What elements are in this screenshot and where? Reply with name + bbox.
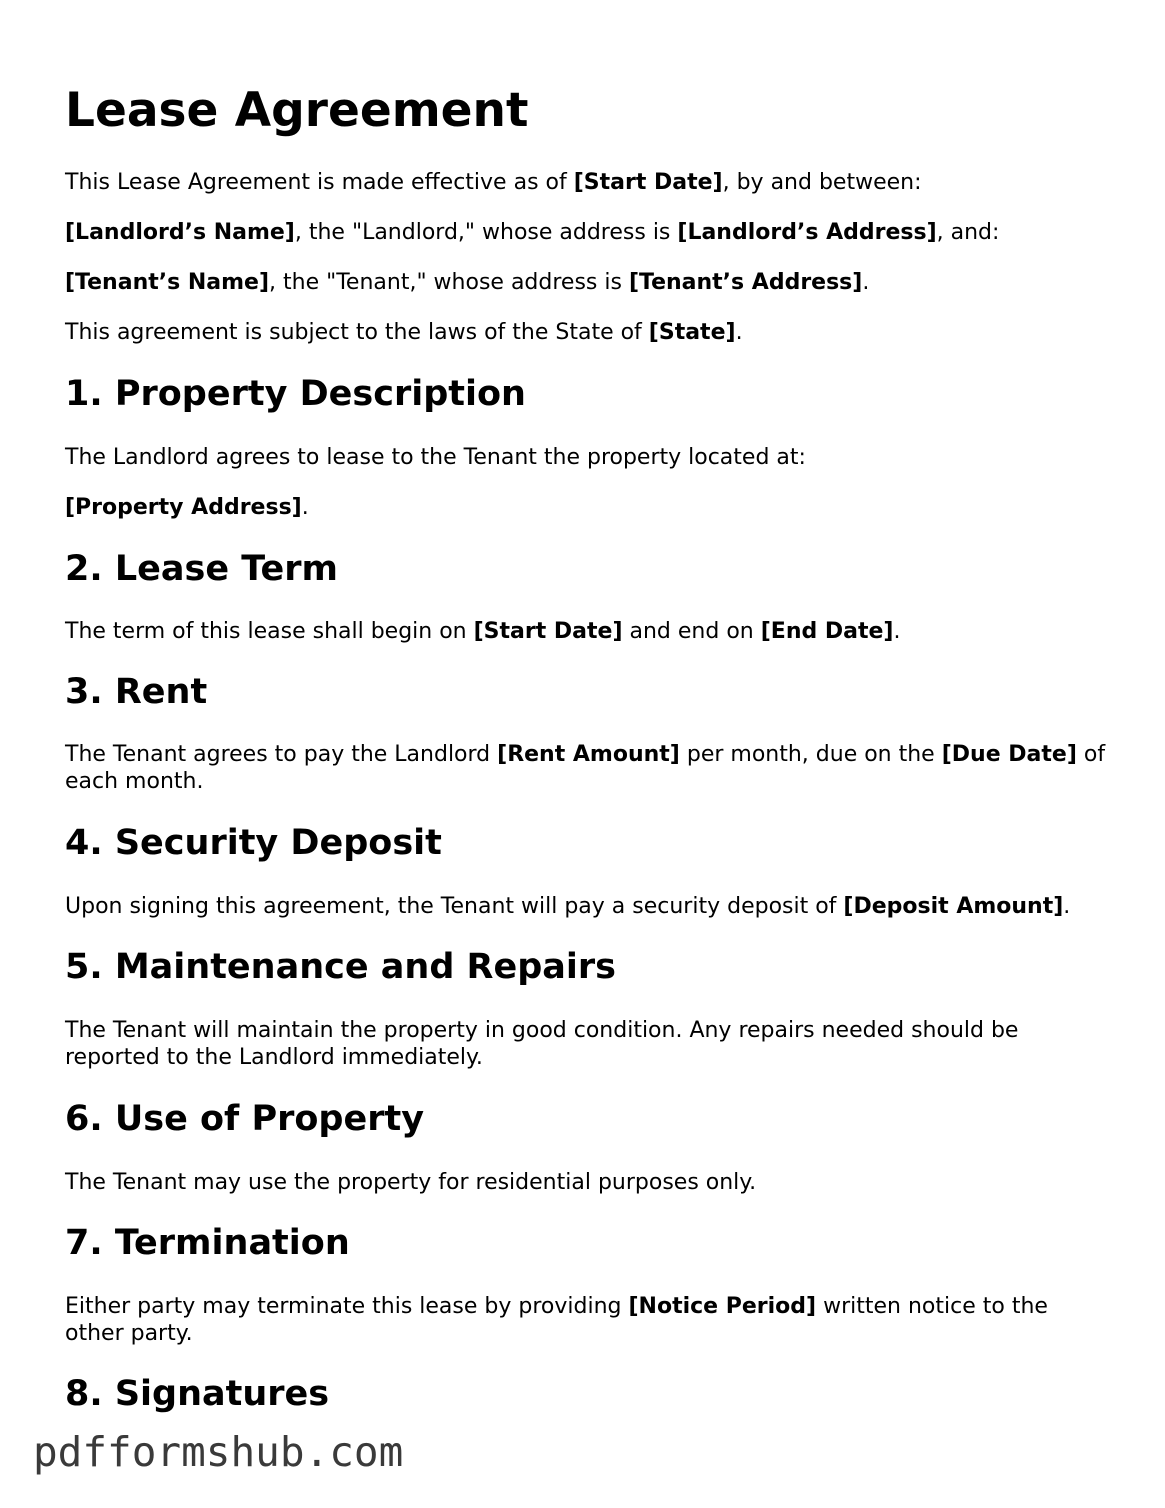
rent-amount-placeholder: [Rent Amount] <box>497 742 680 767</box>
landlord-address-placeholder: [Landlord’s Address] <box>677 220 937 245</box>
state-placeholder: [State] <box>648 320 736 345</box>
deposit-amount-placeholder: [Deposit Amount] <box>843 894 1064 919</box>
due-date-placeholder: [Due Date] <box>941 742 1077 767</box>
section-heading-deposit: 4. Security Deposit <box>65 823 442 863</box>
section-heading-termination: 7. Termination <box>65 1223 350 1263</box>
use-text: The Tenant may use the property for residential purposes only. <box>65 1170 757 1195</box>
property-text: The Landlord agrees to lease to the Tenant the property located at: <box>65 445 806 470</box>
deposit-text: Upon signing this agreement, the Tenant will pay a security deposit of [Deposit Amount]. <box>65 894 1071 919</box>
intro-landlord: [Landlord’s Name], the "Landlord," whose address is [Landlord’s Address], and: <box>65 220 1000 245</box>
landlord-name-placeholder: [Landlord’s Name] <box>65 220 295 245</box>
intro-governing-law: This agreement is subject to the laws of the State of [State]. <box>65 320 743 345</box>
section-heading-maintenance: 5. Maintenance and Repairs <box>65 947 617 987</box>
notice-period-placeholder: [Notice Period] <box>628 1294 817 1319</box>
watermark: pdfformshub.com <box>33 1428 404 1476</box>
section-heading-property: 1. Property Description <box>65 374 526 414</box>
intro-tenant: [Tenant’s Name], the "Tenant," whose address is [Tenant’s Address]. <box>65 270 870 295</box>
termination-text: Either party may terminate this lease by providing [Notice Period] written notice to the other party. <box>65 1294 1048 1346</box>
section-heading-signatures: 8. Signatures <box>65 1374 330 1414</box>
start-date-placeholder: [Start Date] <box>573 170 723 195</box>
document-title: Lease Agreement <box>65 83 529 138</box>
term-end-date-placeholder: [End Date] <box>760 619 894 644</box>
property-address-placeholder: [Property Address] <box>65 495 302 520</box>
maintenance-text: The Tenant will maintain the property in good condition. Any repairs needed should be reported to the Landlord immediately. <box>65 1018 1019 1070</box>
section-heading-use: 6. Use of Property <box>65 1099 425 1139</box>
term-text: The term of this lease shall begin on [Start Date] and end on [End Date]. <box>65 619 901 644</box>
rent-text: The Tenant agrees to pay the Landlord [Rent Amount] per month, due on the [Due Date] of each month. <box>65 742 1106 794</box>
intro-effective-date: This Lease Agreement is made effective as of [Start Date], by and between: <box>65 170 922 195</box>
property-address-line: [Property Address]. <box>65 495 309 520</box>
section-heading-term: 2. Lease Term <box>65 549 338 589</box>
term-start-date-placeholder: [Start Date] <box>473 619 623 644</box>
tenant-address-placeholder: [Tenant’s Address] <box>628 270 863 295</box>
tenant-name-placeholder: [Tenant’s Name] <box>65 270 270 295</box>
section-heading-rent: 3. Rent <box>65 672 208 712</box>
